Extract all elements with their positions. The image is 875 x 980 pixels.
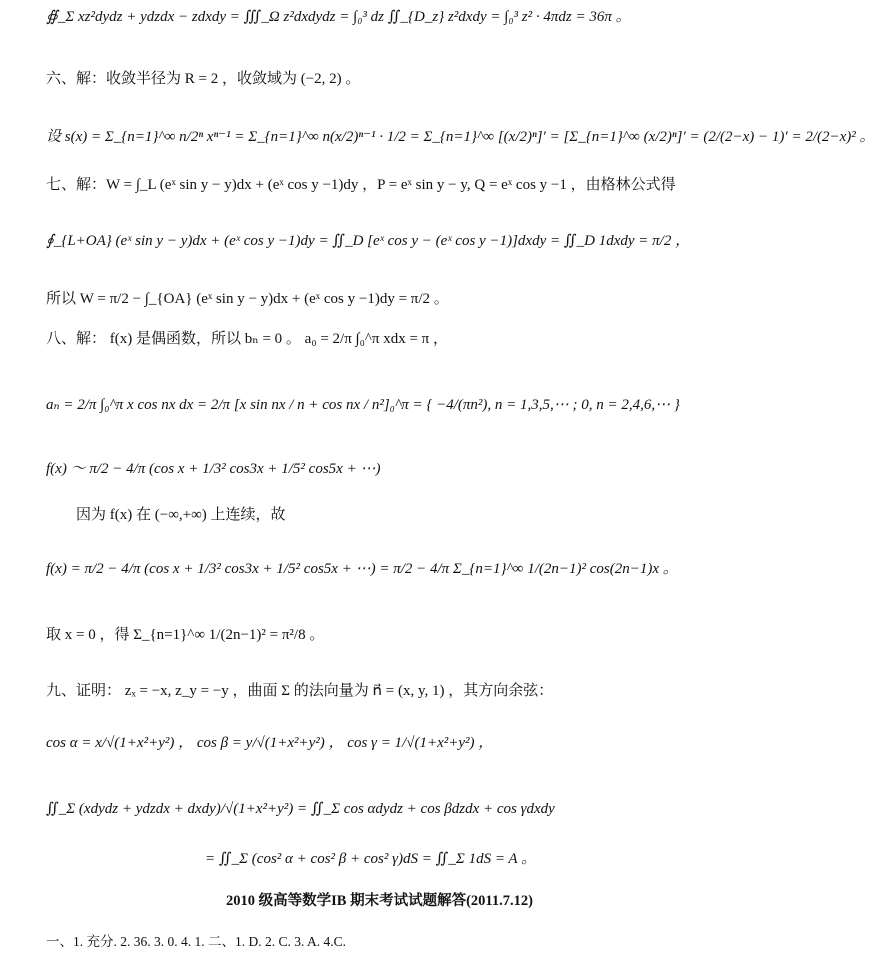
- fourier-series-equality: f(x) = π/2 − 4/π (cos x + 1/3² cos3x + 1/5² cos5x + ⋯) = π/2 − 4/π Σ_{n=1}^∞ 1/(2n−1)² cos(2n−1)x 。: [46, 561, 678, 577]
- problem-9-proof: 九、证明： zₓ = −x, z_y = −y ，曲面 Σ 的法向量为 n⃗ = (x, y, 1) ，其方向余弦：: [46, 683, 554, 699]
- continuity-statement: 因为 f(x) 在 (−∞,+∞) 上连续，故: [76, 507, 286, 523]
- problem-8-solution: 八、解： f(x) 是偶函数，所以 bₙ = 0 。 a₀ = 2/π ∫₀^π xdx = π ，: [46, 331, 449, 347]
- answers-row: 一、1. 充分. 2. 36. 3. 0. 4. 1. 二、1. D. 2. C. 3. A. 4.C.: [46, 934, 347, 949]
- surface-integral-result: = ∬_Σ (cos² α + cos² β + cos² γ)dS = ∬_Σ 1dS = A 。: [205, 851, 537, 867]
- exam-title: 2010 级高等数学IB 期末考试试题解答(2011.7.12): [226, 893, 533, 909]
- fourier-coefficient-an: aₙ = 2/π ∫₀^π x cos nx dx = 2/π [x sin nx / n + cos nx / n²]₀^π = { −4/(πn²), n = 1,3,5,⋯ ; 0, n = 2,4,6,⋯ }: [46, 397, 680, 413]
- fourier-series-approx: f(x) ～ π/2 − 4/π (cos x + 1/3² cos3x + 1/5² cos5x + ⋯): [46, 461, 381, 477]
- surface-integral-equation: ∬_Σ (xdydz + ydzdx + dxdy)/√(1+x²+y²) = ∬_Σ cos αdydz + cos βdzdx + cos γdxdy: [46, 801, 555, 817]
- direction-cosines: cos α = x/√(1+x²+y²) ， cos β = y/√(1+x²+y²) ， cos γ = 1/√(1+x²+y²) ，: [46, 735, 494, 751]
- green-formula-equation: ∮_{L+OA} (eˣ sin y − y)dx + (eˣ cos y −1)dy = ∬_D [eˣ cos y − (eˣ cos y −1)]dxdy = ∬_D 1dxdy = π/2 ，: [46, 233, 691, 249]
- problem-6-solution: 六、解：收敛半径为 R = 2 ，收敛域为 (−2, 2) 。: [46, 71, 361, 87]
- series-sum-result: 取 x = 0 ，得 Σ_{n=1}^∞ 1/(2n−1)² = π²/8 。: [46, 627, 325, 643]
- divergence-equation: ∯_Σ xz²dydz + ydzdx − zdxdy = ∭_Ω z²dxdydz = ∫₀³ dz ∬_{D_z} z²dxdy = ∫₀³ z² · 4πdz = 36π 。: [46, 9, 631, 25]
- problem-7-solution: 七、解：W = ∫_L (eˣ sin y − y)dx + (eˣ cos y −1)dy ，P = eˣ sin y − y, Q = eˣ cos y −1 ，由格林公式得: [46, 177, 676, 193]
- work-result: 所以 W = π/2 − ∫_{OA} (eˣ sin y − y)dx + (eˣ cos y −1)dy = π/2 。: [46, 291, 449, 307]
- series-sum-derivation: 设 s(x) = Σ_{n=1}^∞ n/2ⁿ xⁿ⁻¹ = Σ_{n=1}^∞ n(x/2)ⁿ⁻¹ · 1/2 = Σ_{n=1}^∞ [(x/2)ⁿ]′ = [Σ_{n=1}^∞ (x/2)ⁿ]′ = (2/(2−x) − 1)′ = 2/(2−x)² 。: [46, 129, 875, 145]
